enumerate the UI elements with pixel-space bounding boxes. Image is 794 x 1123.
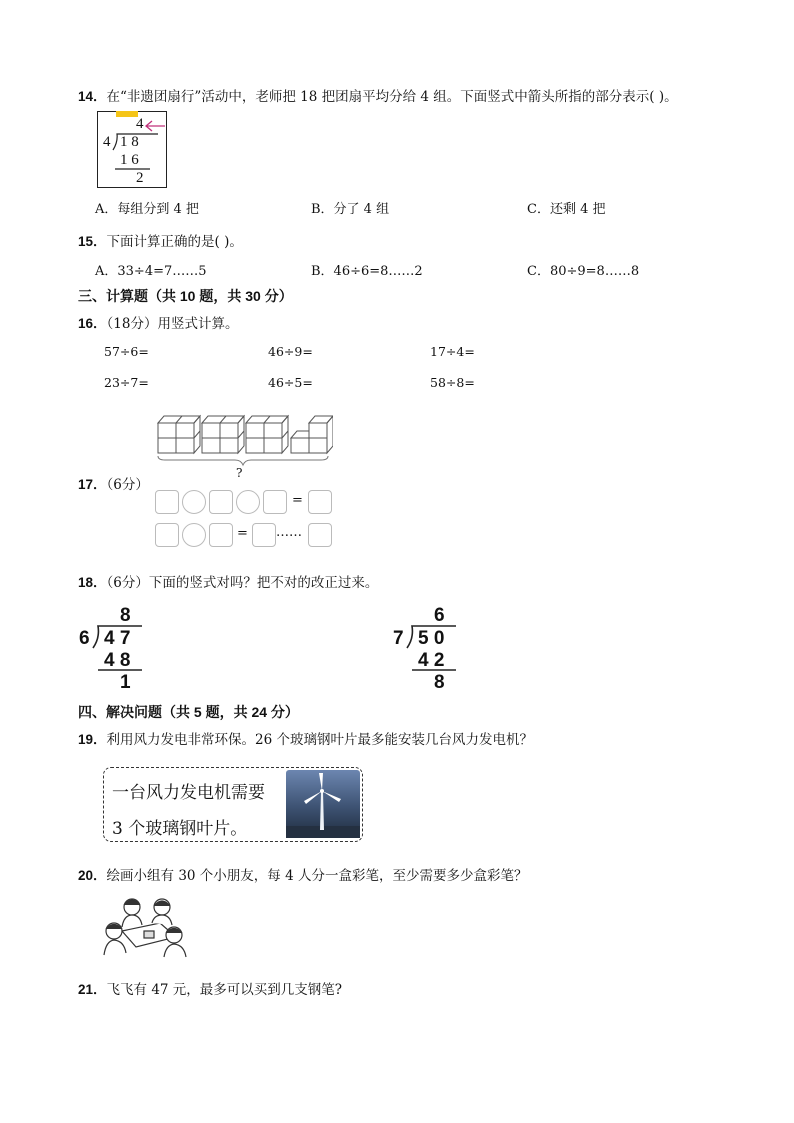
cube-groups-figure — [155, 410, 333, 470]
calc-item: 23÷7= — [104, 375, 149, 390]
q14-option-b[interactable]: B．分了 4 组 — [311, 202, 390, 217]
calc-item: 58÷8= — [430, 375, 475, 390]
section-title-calculation: 三、计算题（共 10 题，共 30 分） — [78, 288, 293, 304]
product: 1 6 — [120, 152, 139, 168]
remainder: 8 — [434, 672, 445, 693]
question-text: 下面计算正确的是( )。 — [106, 234, 243, 250]
question-number: 19． — [78, 732, 107, 747]
answer-box[interactable] — [155, 490, 179, 514]
question-18 — [78, 571, 378, 591]
calc-item: 17÷4= — [430, 344, 475, 359]
dividend: 1 8 — [120, 134, 139, 150]
question-number: 15． — [78, 234, 107, 249]
info-card — [103, 767, 363, 842]
question-17 — [78, 473, 149, 493]
question-text: 飞飞有 47 元，最多可以买到几支钢笔? — [106, 982, 343, 998]
product: 4 2 — [418, 650, 445, 671]
dividend: 4 7 — [104, 628, 131, 649]
question-text: 在“非遗团扇行”活动中，老师把 18 把团扇平均分给 4 组。下面竖式中箭头所指的部分表示( )。 — [106, 89, 678, 105]
division-work-left — [78, 604, 148, 694]
remainder: 1 — [120, 672, 131, 693]
wind-turbine-icon — [286, 770, 360, 838]
question-number: 16． — [78, 316, 107, 331]
question-text: 绘画小组有 30 个小朋友，每 4 人分一盒彩笔，至少需要多少盒彩笔？ — [106, 868, 528, 884]
division-work-right — [392, 604, 462, 694]
question-16 — [78, 312, 238, 332]
quotient-digit: 6 — [434, 605, 445, 626]
section-title-word-problems: 四、解决问题（共 5 题，共 24 分） — [78, 704, 299, 720]
ellipsis: …… — [276, 525, 302, 540]
question-number: 17． — [78, 477, 107, 492]
children-drawing-icon — [100, 893, 190, 959]
answer-box[interactable] — [155, 523, 179, 547]
q15-option-a[interactable]: A．33÷4=7……5 — [95, 264, 207, 279]
question-number: 20． — [78, 868, 107, 883]
operator-circle[interactable] — [182, 490, 206, 514]
answer-box[interactable] — [308, 490, 332, 514]
card-line-2: 3 个玻璃钢叶片。 — [112, 819, 248, 839]
answer-box[interactable] — [308, 523, 332, 547]
calc-item: 46÷9= — [268, 344, 313, 359]
card-line-1: 一台风力发电机需要 — [112, 783, 265, 803]
remainder: 2 — [136, 170, 144, 186]
question-text: （6分） — [106, 477, 149, 493]
q14-option-c[interactable]: C．还剩 4 把 — [527, 202, 606, 217]
division-figure-14 — [97, 111, 167, 188]
answer-box[interactable] — [252, 523, 276, 547]
product: 4 8 — [104, 650, 131, 671]
question-mark: ? — [236, 466, 243, 480]
equals-sign: = — [292, 493, 303, 508]
operator-circle[interactable] — [236, 490, 260, 514]
question-15 — [78, 230, 243, 250]
equals-sign: = — [237, 526, 248, 541]
answer-box[interactable] — [263, 490, 287, 514]
q15-option-c[interactable]: C．80÷9=8……8 — [527, 264, 640, 279]
divisor: 4 — [103, 134, 111, 150]
quotient-digit: 4 — [136, 116, 144, 132]
divisor: 6 — [79, 628, 90, 649]
question-number: 14． — [78, 89, 107, 104]
question-number: 21． — [78, 982, 107, 997]
answer-box[interactable] — [209, 490, 233, 514]
question-text: （18分）用竖式计算。 — [106, 316, 239, 332]
answer-box[interactable] — [209, 523, 233, 547]
quotient-digit: 8 — [120, 605, 131, 626]
divisor: 7 — [393, 628, 404, 649]
question-19 — [78, 728, 533, 748]
q15-option-b[interactable]: B．46÷6=8……2 — [311, 264, 423, 279]
question-number: 18． — [78, 575, 107, 590]
question-20 — [78, 864, 527, 884]
question-21 — [78, 978, 342, 998]
question-text: （6分）下面的竖式对吗？把不对的改正过来。 — [106, 575, 379, 591]
calc-item: 46÷5= — [268, 375, 313, 390]
operator-circle[interactable] — [182, 523, 206, 547]
dividend: 5 0 — [418, 628, 445, 649]
question-text: 利用风力发电非常环保。26 个玻璃钢叶片最多能安装几台风力发电机？ — [106, 732, 533, 748]
q14-option-a[interactable]: A．每组分到 4 把 — [95, 202, 199, 217]
question-14 — [78, 85, 678, 105]
calc-item: 57÷6= — [104, 344, 149, 359]
